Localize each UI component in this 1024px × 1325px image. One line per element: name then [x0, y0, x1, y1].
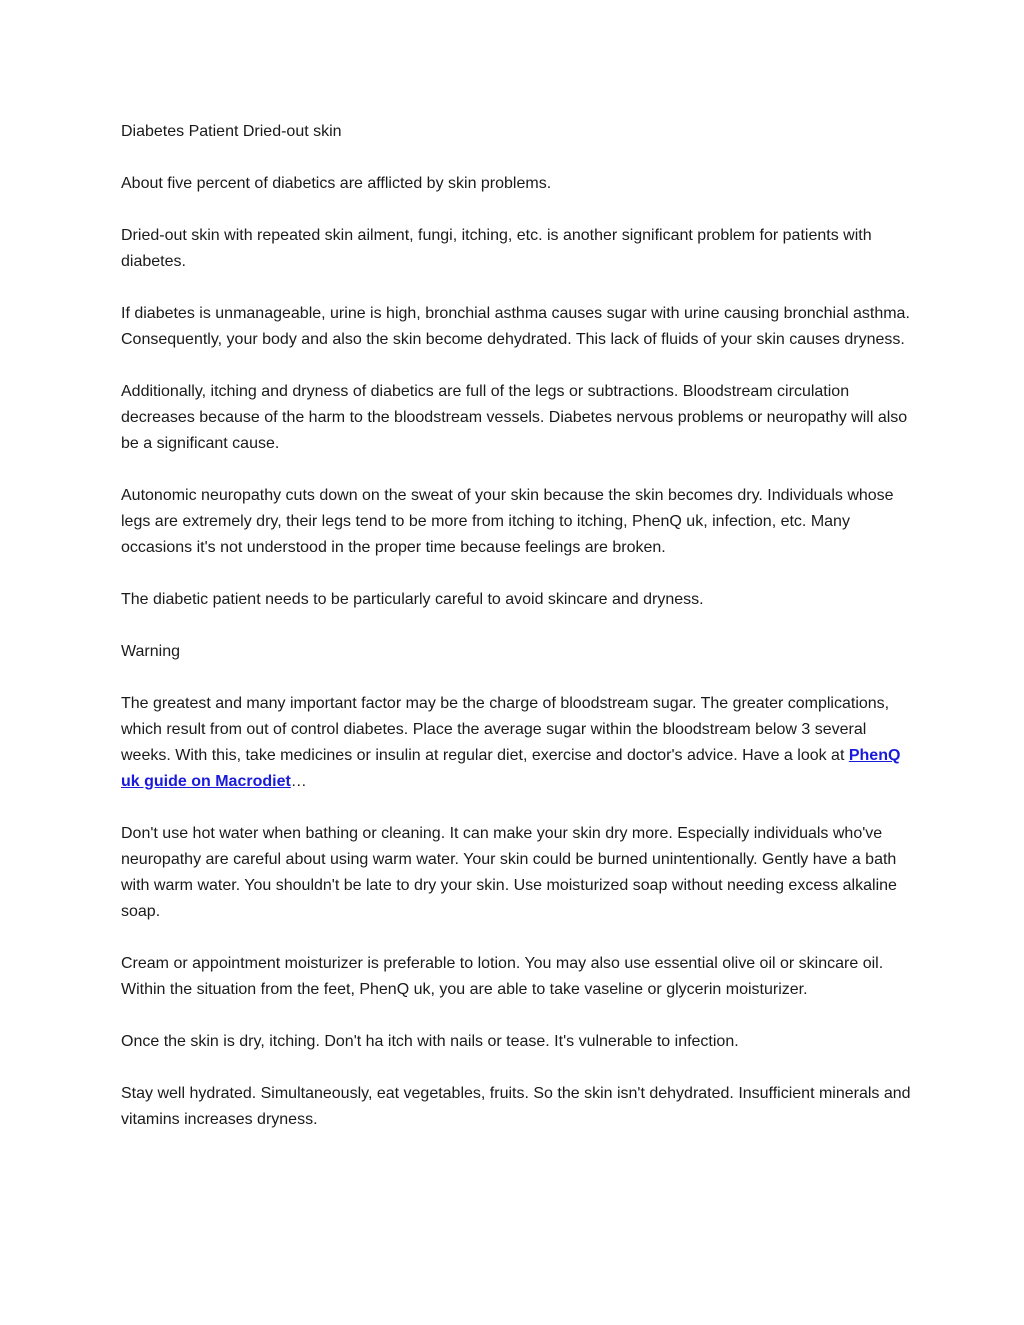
warning-paragraph	[121, 691, 911, 795]
paragraph: Autonomic neuropathy cuts down on the sweat of your skin because the skin becomes dry. Individuals whose legs are extremely dry, their legs tend to be more from itching to itching, PhenQ uk, infection, etc. Many occasions it's not understood in the proper time because feelings are broken.	[121, 487, 894, 556]
document-page	[121, 119, 911, 1159]
warning-paragraph-ellipsis: …	[290, 773, 307, 790]
document-title: Diabetes Patient Dried-out skin	[121, 123, 342, 140]
warning-heading: Warning	[121, 643, 180, 660]
paragraph: The diabetic patient needs to be particularly careful to avoid skincare and dryness.	[121, 591, 704, 608]
paragraph: Cream or appointment moisturizer is preferable to lotion. You may also use essential olive oil or skincare oil. Within the situation from the feet, PhenQ uk, you are able to take vaseline or glycerin moisturizer.	[121, 955, 884, 998]
macrodiet-guide-link[interactable]: PhenQ uk guide on Macrodiet	[121, 747, 901, 790]
paragraph: About five percent of diabetics are afflicted by skin problems.	[121, 175, 552, 192]
paragraph: Additionally, itching and dryness of diabetics are full of the legs or subtractions. Bloodstream circulation decreases because of the harm to the bloodstream vessels. Diabetes nervous problems or neuropathy will also be a significant cause.	[121, 383, 908, 452]
paragraph: Stay well hydrated. Simultaneously, eat vegetables, fruits. So the skin isn't dehydrated. Insufficient minerals and vitamins increases dryness.	[121, 1085, 911, 1128]
paragraph: Dried-out skin with repeated skin ailment, fungi, itching, etc. is another significant problem for patients with diabetes.	[121, 227, 872, 270]
paragraph: If diabetes is unmanageable, urine is high, bronchial asthma causes sugar with urine causing bronchial asthma. Consequently, your body and also the skin become dehydrated. This lack of fluids of your skin causes dryness.	[121, 305, 910, 348]
paragraph: Don't use hot water when bathing or cleaning. It can make your skin dry more. Especially individuals who've neuropathy are careful about using warm water. Your skin could be burned unintentionally. Gently have a bath with warm water. You shouldn't be late to dry your skin. Use moisturized soap without needing excess alkaline soap.	[121, 825, 897, 920]
paragraph: Once the skin is dry, itching. Don't ha itch with nails or tease. It's vulnerable to infection.	[121, 1033, 739, 1050]
warning-paragraph-text: The greatest and many important factor may be the charge of bloodstream sugar. The greater complications, which result from out of control diabetes. Place the average sugar within the bloodstream below 3 several weeks. With this, take medicines or insulin at regular diet, exercise and doctor's advice. Have a look at	[121, 695, 890, 764]
